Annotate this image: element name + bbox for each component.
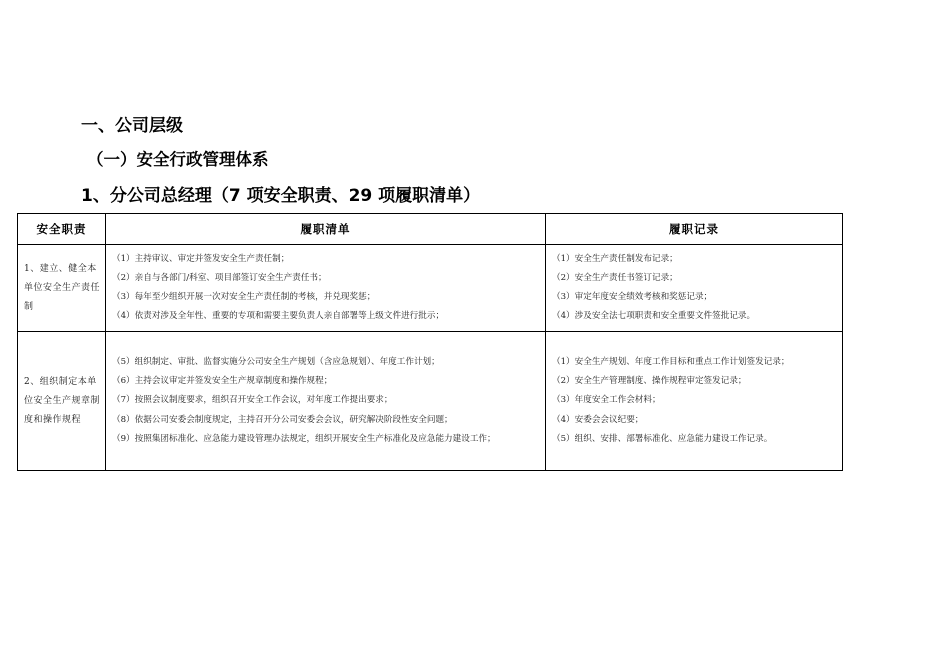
task-item: （1）主持审议、审定并签发安全生产责任制； bbox=[112, 253, 290, 264]
responsibility-cell: 2、组织制定本单位安全生产规章制度和操作规程 bbox=[18, 332, 106, 471]
heading-level-2: （一）安全行政管理体系 bbox=[87, 150, 269, 169]
record-item: （4）涉及安全法七项职责和安全重要文件签批记录。 bbox=[552, 311, 756, 322]
task-item: （4）依责对涉及全年性、重要的专项和需要主要负责人亲自部署等上级文件进行批示； bbox=[112, 311, 445, 322]
heading-level-1: 一、公司层级 bbox=[81, 116, 183, 136]
record-item: （5）组织、安排、部署标准化、应急能力建设工作记录。 bbox=[552, 433, 773, 444]
records-cell bbox=[546, 245, 843, 332]
duty-table bbox=[17, 213, 843, 471]
task-item: （8）依据公司安委会制度规定，主持召开分公司安委会会议，研究解决阶段性安全问题； bbox=[112, 414, 453, 425]
record-item: （4）安委会会议纪要； bbox=[552, 414, 644, 425]
record-item: （3）审定年度安全绩效考核和奖惩记录； bbox=[552, 292, 713, 302]
task-item: （3）每年至少组织开展一次对安全生产责任制的考核，并兑现奖惩； bbox=[112, 292, 376, 302]
responsibility-cell: 1、建立、健全本单位安全生产责任制 bbox=[18, 245, 106, 332]
record-item: （2）安全生产管理制度、操作规程审定签发记录； bbox=[552, 376, 747, 387]
task-list-cell bbox=[106, 245, 546, 332]
header-records: 履职记录 bbox=[546, 214, 843, 245]
task-list-cell bbox=[106, 332, 546, 471]
record-item: （1）安全生产责任制发布记录； bbox=[552, 253, 678, 264]
table-row bbox=[18, 332, 843, 471]
task-item: （7）按照会议制度要求，组织召开安全工作会议，对年度工作提出要求； bbox=[112, 395, 393, 406]
task-item: （2）亲自与各部门/科室、项目部签订安全生产责任书； bbox=[112, 272, 327, 283]
records-cell bbox=[546, 332, 843, 471]
header-task-list: 履职清单 bbox=[106, 214, 546, 245]
record-item: （3）年度安全工作会材料； bbox=[552, 395, 661, 406]
heading-level-3: 1、分公司总经理（7 项安全职责、29 项履职清单） bbox=[81, 186, 481, 206]
task-item: （6）主持会议审定并签发安全生产规章制度和操作规程； bbox=[112, 376, 333, 387]
table-header-row bbox=[18, 214, 843, 245]
task-item: （5）组织制定、审批、监督实施分公司安全生产规划（含应急规划）、年度工作计划； bbox=[112, 356, 440, 367]
header-responsibility: 安全职责 bbox=[18, 214, 106, 245]
record-item: （1）安全生产规划、年度工作目标和重点工作计划签发记录； bbox=[552, 356, 790, 367]
task-item: （9）按照集团标准化、应急能力建设管理办法规定，组织开展安全生产标准化及应急能力建设工作； bbox=[112, 433, 496, 444]
table-row bbox=[18, 245, 843, 332]
record-item: （2）安全生产责任书签订记录； bbox=[552, 272, 678, 283]
